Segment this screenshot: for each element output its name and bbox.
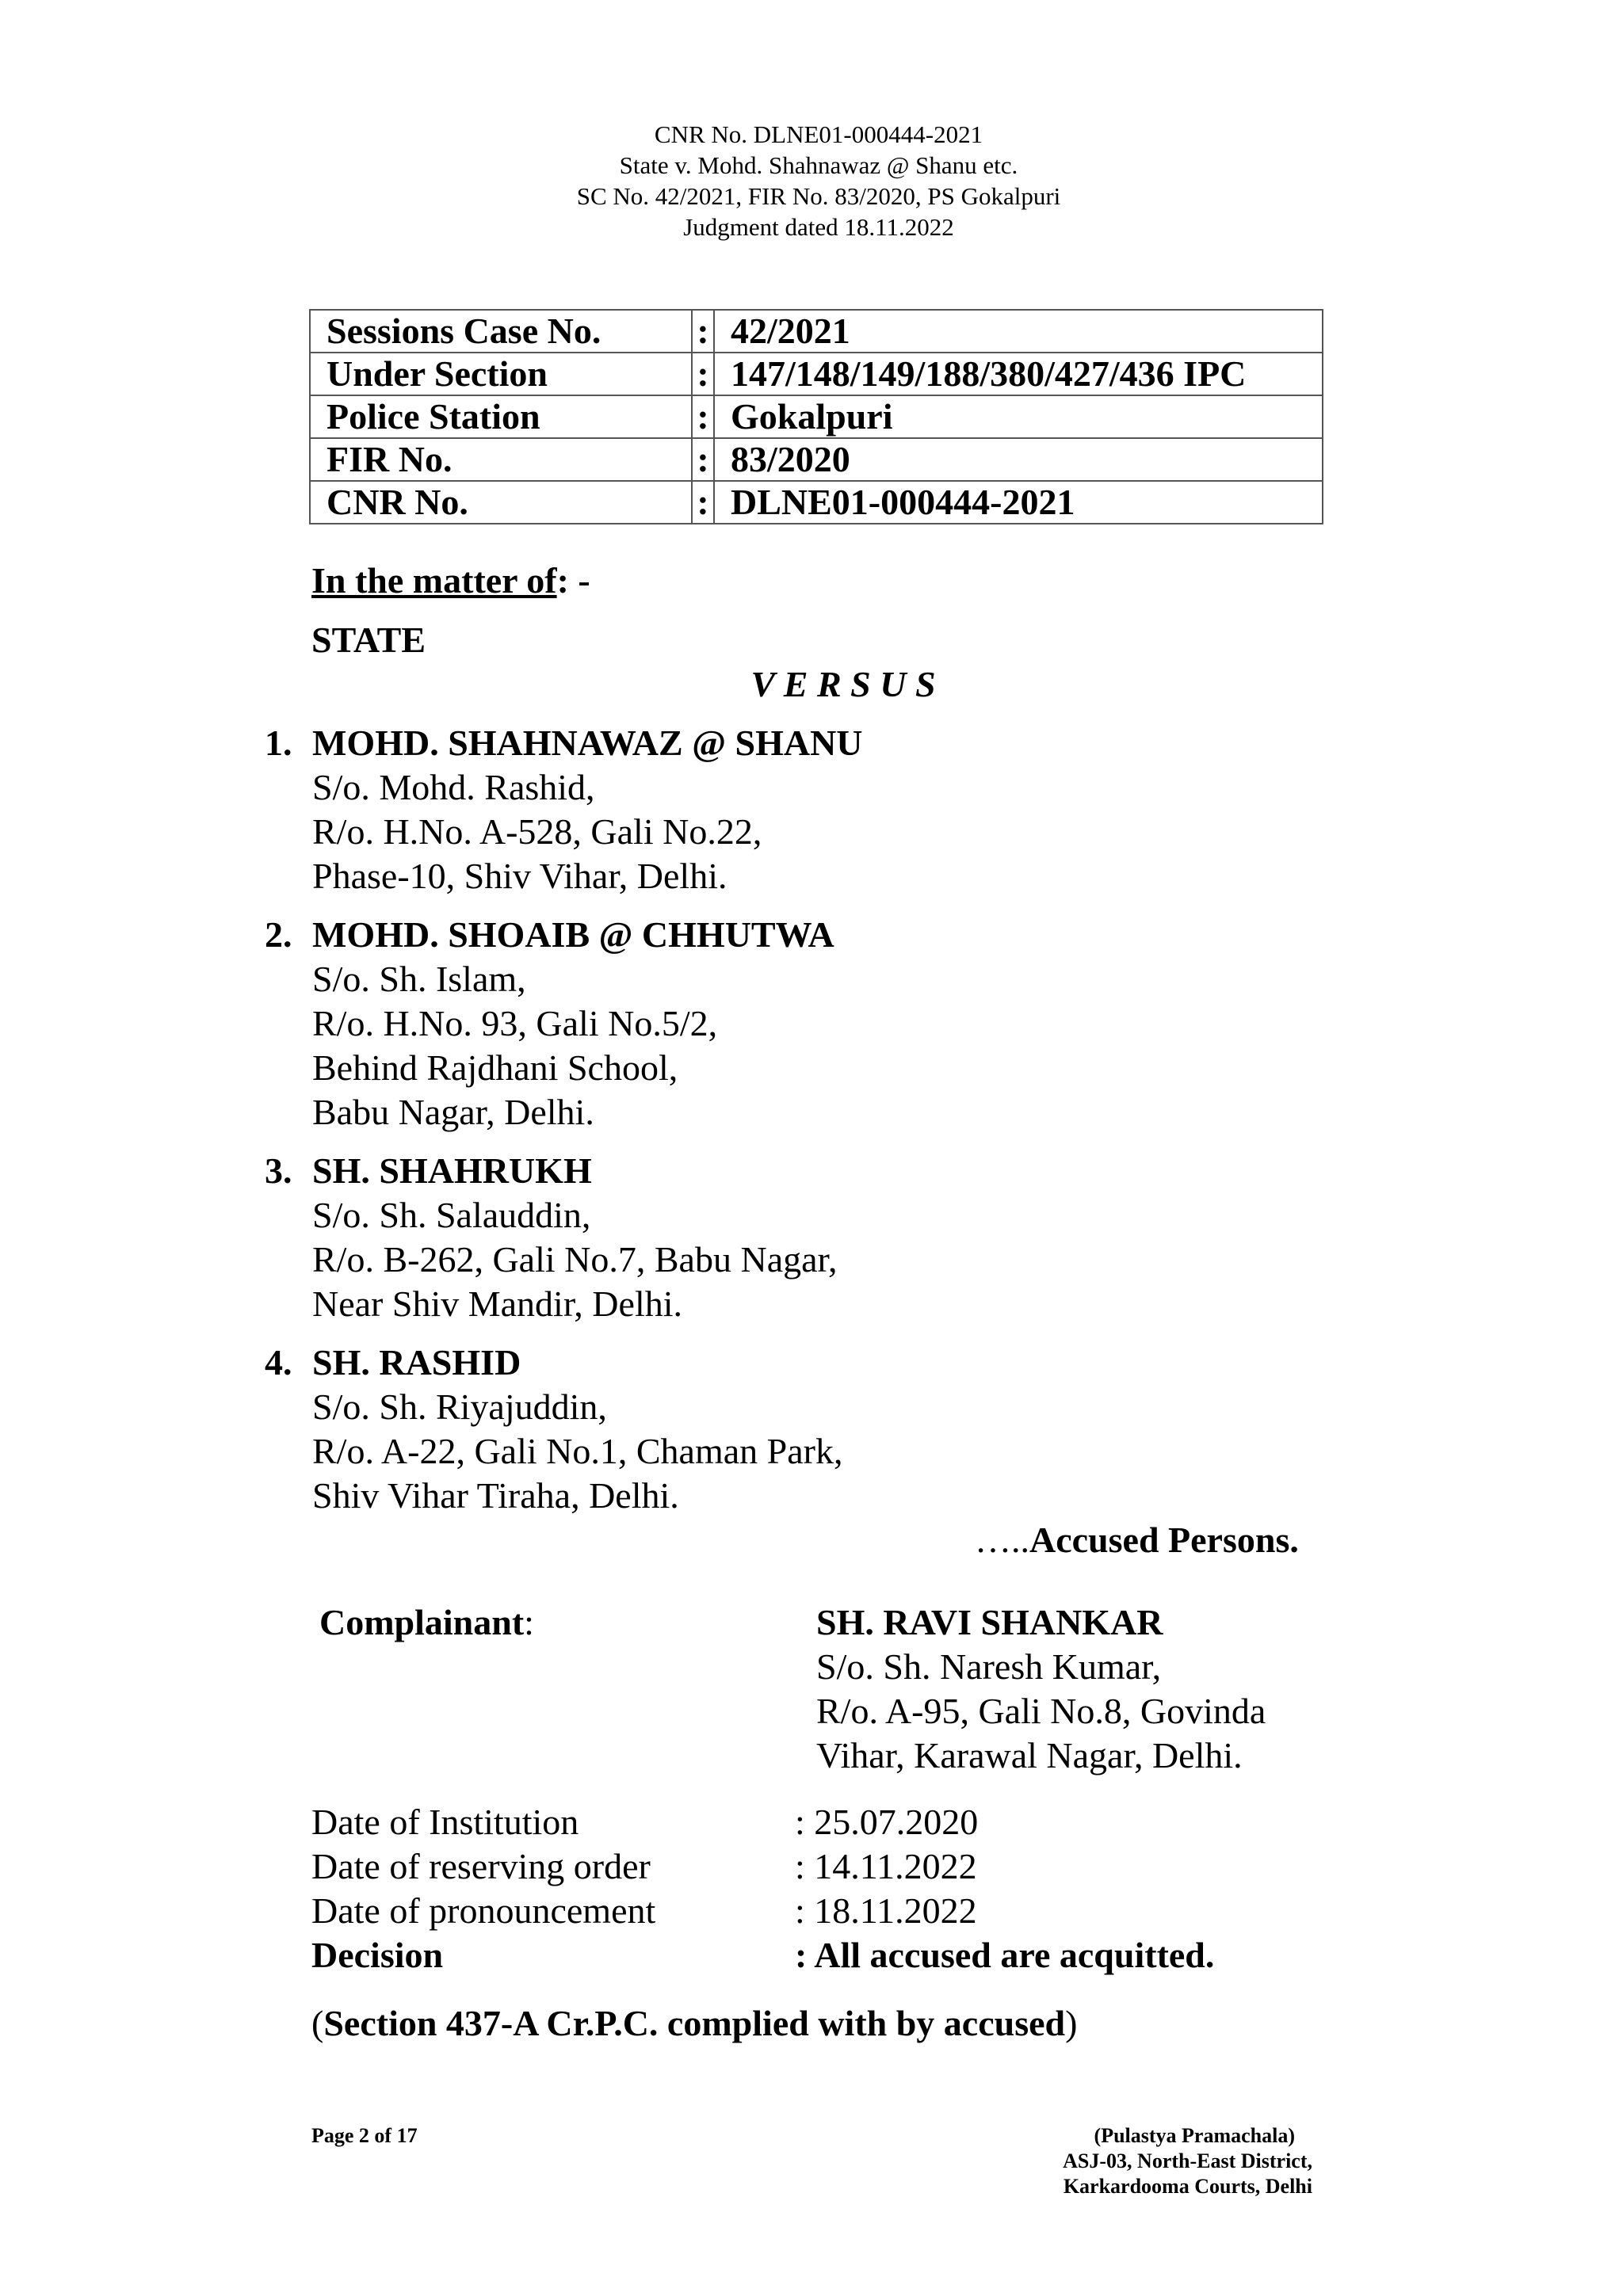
accused-parentage: S/o. Sh. Salauddin,	[312, 1195, 591, 1235]
matter-heading	[311, 559, 590, 603]
complainant-details	[816, 1600, 1266, 1778]
accused-parentage: S/o. Sh. Riyajuddin,	[312, 1386, 607, 1427]
party-state: STATE	[311, 620, 426, 660]
accused-name: SH. RASHID	[312, 1342, 521, 1383]
date-label: Date of Institution	[311, 1802, 579, 1842]
header-cnr: CNR No. DLNE01-000444-2021	[654, 120, 983, 148]
header-judgment-date: Judgment dated 18.11.2022	[683, 213, 954, 241]
accused-address: R/o. A-22, Gali No.1, Chaman Park,	[312, 1431, 843, 1471]
table-row	[310, 438, 1323, 481]
accused-item	[265, 913, 834, 1135]
ellipsis-dots: …..	[975, 1520, 1029, 1560]
accused-parentage: S/o. Mohd. Rashid,	[312, 767, 595, 807]
table-value: Gokalpuri	[714, 395, 1323, 438]
table-separator: :	[692, 395, 714, 438]
table-label: FIR No.	[310, 438, 692, 481]
table-row	[310, 395, 1323, 438]
section-note	[311, 2001, 1077, 2046]
accused-number: 3.	[265, 1150, 292, 1191]
accused-address: Near Shiv Mandir, Delhi.	[312, 1283, 683, 1324]
accused-address: Babu Nagar, Delhi.	[312, 1092, 594, 1132]
table-separator: :	[692, 310, 714, 353]
accused-name: MOHD. SHAHNAWAZ @ SHANU	[312, 723, 863, 763]
judge-name: (Pulastya Pramachala)	[1094, 2124, 1295, 2147]
date-label: Date of reserving order	[311, 1846, 651, 1886]
table-label: Police Station	[310, 395, 692, 438]
decision-row	[311, 1933, 1214, 1978]
complainant-address: Vihar, Karawal Nagar, Delhi.	[816, 1735, 1243, 1775]
accused-item	[265, 721, 863, 898]
complainant-address: R/o. A-95, Gali No.8, Govinda	[816, 1691, 1266, 1731]
table-label: Sessions Case No.	[310, 310, 692, 353]
page-number: Page 2 of 17	[311, 2124, 418, 2147]
accused-persons-text: Accused Persons.	[1029, 1520, 1299, 1560]
table-label: Under Section	[310, 353, 692, 395]
complainant-heading	[319, 1600, 534, 1645]
complainant-name: SH. RAVI SHANKAR	[816, 1602, 1163, 1642]
versus-heading: V E R S U S	[750, 664, 936, 704]
table-separator: :	[692, 353, 714, 395]
table-value: DLNE01-000444-2021	[714, 481, 1323, 524]
accused-name: SH. SHAHRUKH	[312, 1150, 592, 1191]
table-row	[310, 481, 1323, 524]
complainant-label: Complainant	[319, 1602, 525, 1642]
signature-block	[1063, 2123, 1312, 2199]
table-value: 42/2021	[714, 310, 1323, 353]
complainant-parentage: S/o. Sh. Naresh Kumar,	[816, 1646, 1162, 1687]
date-row	[311, 1889, 1214, 1933]
complainant-colon: :	[524, 1602, 534, 1642]
accused-address: R/o. H.No. A-528, Gali No.22,	[312, 811, 762, 852]
accused-parentage: S/o. Sh. Islam,	[312, 959, 526, 999]
header-title: State v. Mohd. Shahnawaz @ Shanu etc.	[619, 151, 1018, 179]
date-value: : 14.11.2022	[795, 1846, 977, 1886]
table-label: CNR No.	[310, 481, 692, 524]
matter-suffix: : -	[556, 560, 590, 601]
decision-label: Decision	[311, 1935, 444, 1975]
date-row	[311, 1800, 1214, 1844]
paren-open: (	[311, 2003, 324, 2043]
date-value: : 18.11.2022	[795, 1890, 977, 1931]
accused-name: MOHD. SHOAIB @ CHHUTWA	[312, 914, 834, 955]
accused-number: 4.	[265, 1342, 292, 1383]
case-details-table	[309, 309, 1323, 524]
table-value: 147/148/149/188/380/427/436 IPC	[714, 353, 1323, 395]
accused-item	[265, 1149, 838, 1326]
judge-designation: ASJ-03, North-East District,	[1063, 2149, 1312, 2172]
court-name: Karkardooma Courts, Delhi	[1063, 2175, 1312, 2198]
matter-label: In the matter of	[311, 560, 557, 601]
accused-address: Shiv Vihar Tiraha, Delhi.	[312, 1475, 679, 1516]
accused-number: 2.	[265, 914, 292, 955]
decision-value: : All accused are acquitted.	[795, 1935, 1215, 1975]
accused-number: 1.	[265, 723, 292, 763]
date-value: : 25.07.2020	[795, 1802, 979, 1842]
accused-persons-label	[975, 1518, 1299, 1562]
table-separator: :	[692, 481, 714, 524]
table-separator: :	[692, 438, 714, 481]
header-case-refs: SC No. 42/2021, FIR No. 83/2020, PS Gokalpuri	[576, 182, 1061, 210]
table-row	[310, 353, 1323, 395]
running-header	[0, 119, 1623, 242]
table-row	[310, 310, 1323, 353]
accused-item	[265, 1341, 843, 1518]
date-label: Date of pronouncement	[311, 1890, 656, 1931]
accused-address: R/o. B-262, Gali No.7, Babu Nagar,	[312, 1239, 838, 1280]
table-value: 83/2020	[714, 438, 1323, 481]
accused-address: Phase-10, Shiv Vihar, Delhi.	[312, 856, 727, 896]
date-row	[311, 1844, 1214, 1889]
accused-address: Behind Rajdhani School,	[312, 1047, 678, 1088]
section-note-text: Section 437-A Cr.P.C. complied with by accused	[323, 2003, 1066, 2043]
dates-block	[311, 1800, 1214, 1978]
accused-address: R/o. H.No. 93, Gali No.5/2,	[312, 1003, 718, 1043]
paren-close: )	[1065, 2003, 1078, 2043]
